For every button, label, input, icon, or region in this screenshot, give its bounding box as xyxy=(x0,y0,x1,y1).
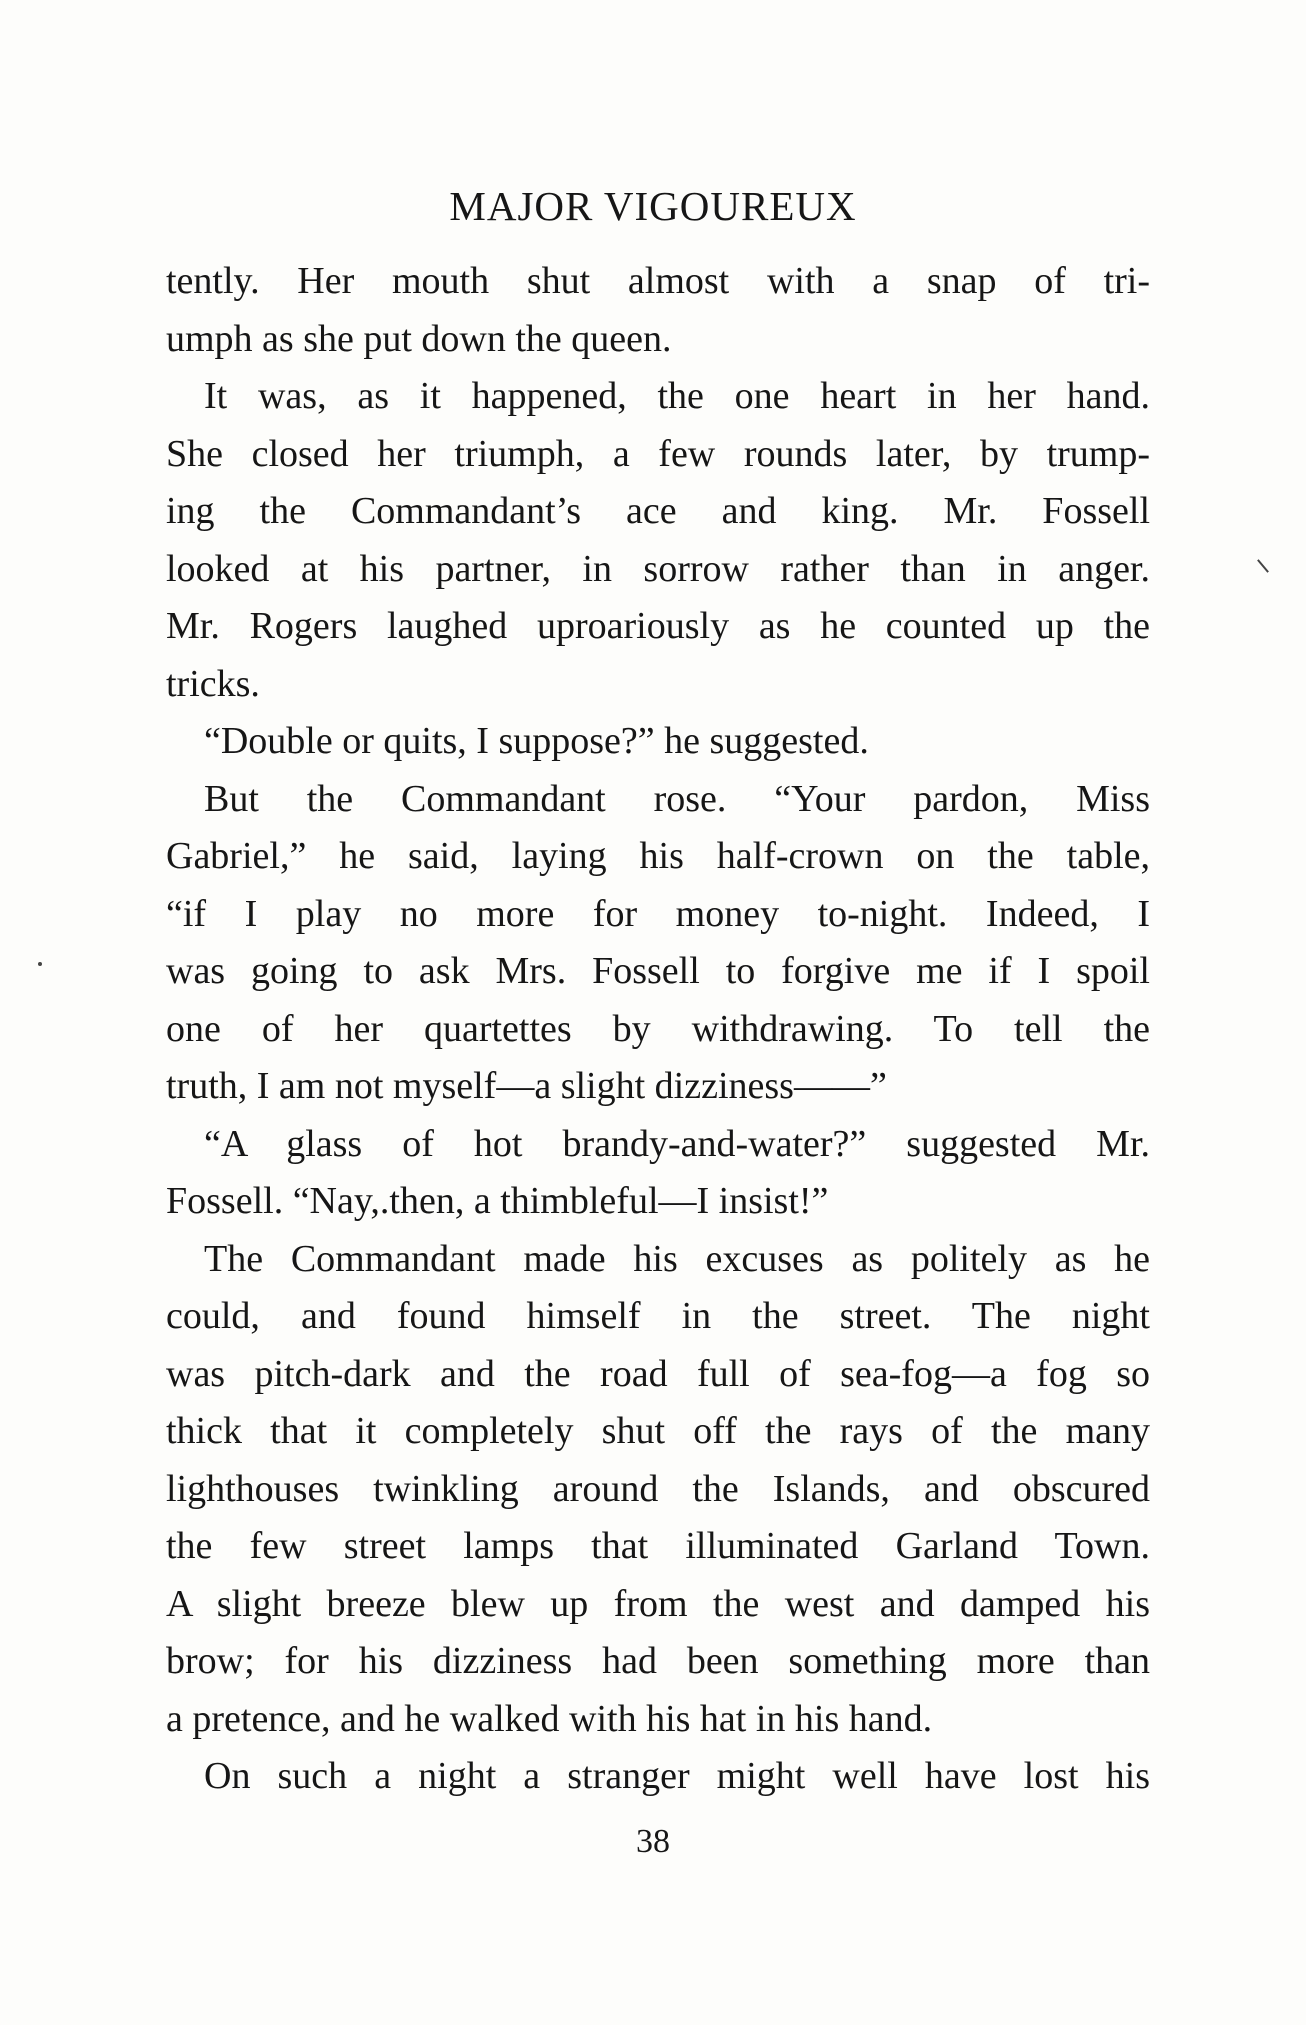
body-text xyxy=(166,253,1150,1806)
text-line: Fossell. “Nay,.then, a thimbleful—I insist!” xyxy=(166,1180,829,1222)
page-number: 38 xyxy=(636,1823,670,1860)
text-line: was pitch-dark and the road full of sea-fog—a fog so xyxy=(166,1352,1150,1395)
text-line: a pretence, and he walked with his hat in his hand. xyxy=(166,1697,933,1740)
text-line: looked at his partner, in sorrow rather than in anger. xyxy=(166,547,1150,590)
text-line: “Double or quits, I suppose?” he suggested. xyxy=(204,720,869,762)
text-line: It was, as it happened, the one heart in her hand. xyxy=(204,375,1150,417)
text-line: tricks. xyxy=(166,662,260,705)
text-line: But the Commandant rose. “Your pardon, Miss xyxy=(204,777,1150,820)
text-line: the few street lamps that illuminated Garland Town. xyxy=(166,1525,1150,1567)
text-line: thick that it completely shut off the rays of the many xyxy=(166,1410,1150,1452)
text-line: “if I play no more for money to-night. Indeed, I xyxy=(166,892,1150,935)
text-line: lighthouses twinkling around the Islands, and obscured xyxy=(166,1467,1150,1510)
text-line: could, and found himself in the street. The night xyxy=(166,1295,1150,1337)
text-line: tently. Her mouth shut almost with a snap of tri- xyxy=(166,260,1150,302)
scan-speck xyxy=(38,962,42,966)
running-head: MAJOR VIGOUREUX xyxy=(449,183,857,229)
text-line: was going to ask Mrs. Fossell to forgive me if I spoil xyxy=(166,950,1150,992)
text-line: umph as she put down the queen. xyxy=(166,317,672,360)
text-line: truth, I am not myself—a slight dizziness——” xyxy=(166,1065,887,1107)
text-line: one of her quartettes by withdrawing. To tell the xyxy=(166,1007,1150,1050)
text-line: A slight breeze blew up from the west and damped his xyxy=(166,1582,1150,1625)
text-line: brow; for his dizziness had been something more than xyxy=(166,1640,1150,1682)
text-line: She closed her triumph, a few rounds later, by trump- xyxy=(166,432,1150,475)
scan-speck xyxy=(1257,559,1269,573)
text-line: The Commandant made his excuses as politely as he xyxy=(204,1237,1150,1280)
text-line: ing the Commandant’s ace and king. Mr. Fossell xyxy=(166,490,1150,532)
text-line: On such a night a stranger might well have lost his xyxy=(204,1755,1150,1797)
text-line: Gabriel,” he said, laying his half-crown on the table, xyxy=(166,835,1150,877)
text-line: “A glass of hot brandy-and-water?” suggested Mr. xyxy=(204,1122,1150,1165)
text-line: Mr. Rogers laughed uproariously as he counted up the xyxy=(166,605,1150,647)
